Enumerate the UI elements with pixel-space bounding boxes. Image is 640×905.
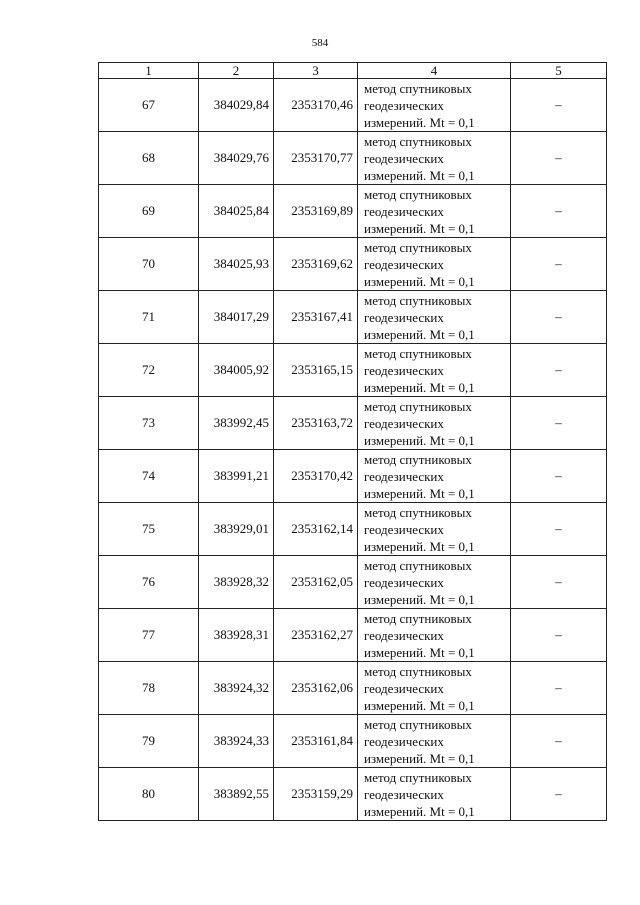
- method-line: измерений. Mt = 0,1: [364, 803, 475, 819]
- table-row: [99, 397, 607, 450]
- table-row: [99, 132, 607, 185]
- method-line: измерений. Mt = 0,1: [364, 485, 475, 501]
- method-line: метод спутниковых: [364, 557, 472, 573]
- coordinate-x: 384025,84: [199, 185, 274, 238]
- point-number: 75: [99, 503, 199, 556]
- method-line: метод спутниковых: [364, 663, 472, 679]
- table-row: [99, 609, 607, 662]
- coordinate-x: 383924,33: [199, 715, 274, 768]
- method-line: геодезических: [364, 521, 444, 537]
- point-number: 69: [99, 185, 199, 238]
- method-line: метод спутниковых: [364, 451, 472, 467]
- point-number: 72: [99, 344, 199, 397]
- coordinate-y: 2353162,05: [274, 556, 358, 609]
- method-line: измерений. Mt = 0,1: [364, 220, 475, 236]
- point-number: 79: [99, 715, 199, 768]
- method-line: геодезических: [364, 574, 444, 590]
- method-line: измерений. Mt = 0,1: [364, 591, 475, 607]
- method-line: измерений. Mt = 0,1: [364, 273, 475, 289]
- coordinate-y: 2353170,46: [274, 79, 358, 132]
- coordinate-y: 2353162,14: [274, 503, 358, 556]
- point-number: 70: [99, 238, 199, 291]
- method-line: геодезических: [364, 733, 444, 749]
- coordinate-y: 2353162,06: [274, 662, 358, 715]
- coordinate-x: 384005,92: [199, 344, 274, 397]
- method-line: геодезических: [364, 468, 444, 484]
- coordinate-x: 383892,55: [199, 768, 274, 821]
- table-row: [99, 344, 607, 397]
- coordinate-x: 383992,45: [199, 397, 274, 450]
- method-line: измерений. Mt = 0,1: [364, 644, 475, 660]
- method-line: измерений. Mt = 0,1: [364, 326, 475, 342]
- method-description: [358, 397, 511, 450]
- method-line: метод спутниковых: [364, 769, 472, 785]
- table-row: [99, 450, 607, 503]
- method-description: [358, 450, 511, 503]
- coordinate-y: 2353169,62: [274, 238, 358, 291]
- method-description: [358, 132, 511, 185]
- coordinate-x: 383928,31: [199, 609, 274, 662]
- method-line: метод спутниковых: [364, 345, 472, 361]
- coordinate-y: 2353162,27: [274, 609, 358, 662]
- coordinate-y: 2353163,72: [274, 397, 358, 450]
- accuracy-dash: –: [511, 185, 607, 238]
- method-description: [358, 79, 511, 132]
- column-header-4: 4: [358, 63, 511, 79]
- coordinates-table: [98, 62, 607, 821]
- method-line: метод спутниковых: [364, 398, 472, 414]
- coordinate-y: 2353167,41: [274, 291, 358, 344]
- accuracy-dash: –: [511, 503, 607, 556]
- method-line: метод спутниковых: [364, 186, 472, 202]
- point-number: 78: [99, 662, 199, 715]
- method-line: метод спутниковых: [364, 716, 472, 732]
- method-line: геодезических: [364, 203, 444, 219]
- method-description: [358, 609, 511, 662]
- accuracy-dash: –: [511, 450, 607, 503]
- method-line: измерений. Mt = 0,1: [364, 379, 475, 395]
- point-number: 74: [99, 450, 199, 503]
- method-line: геодезических: [364, 786, 444, 802]
- coordinate-x: 383991,21: [199, 450, 274, 503]
- method-line: геодезических: [364, 150, 444, 166]
- point-number: 68: [99, 132, 199, 185]
- table-header-row: [99, 63, 607, 79]
- method-line: измерений. Mt = 0,1: [364, 750, 475, 766]
- table-row: [99, 503, 607, 556]
- table-row: [99, 556, 607, 609]
- accuracy-dash: –: [511, 609, 607, 662]
- table-row: [99, 291, 607, 344]
- table-row: [99, 79, 607, 132]
- accuracy-dash: –: [511, 715, 607, 768]
- method-line: метод спутниковых: [364, 239, 472, 255]
- accuracy-dash: –: [511, 397, 607, 450]
- coordinate-y: 2353170,77: [274, 132, 358, 185]
- method-description: [358, 185, 511, 238]
- point-number: 73: [99, 397, 199, 450]
- table-row: [99, 238, 607, 291]
- table-row: [99, 662, 607, 715]
- coordinate-x: 384025,93: [199, 238, 274, 291]
- method-line: геодезических: [364, 362, 444, 378]
- column-header-3: 3: [274, 63, 358, 79]
- method-description: [358, 238, 511, 291]
- coordinate-x: 384029,76: [199, 132, 274, 185]
- method-line: метод спутниковых: [364, 80, 472, 96]
- coordinate-y: 2353165,15: [274, 344, 358, 397]
- point-number: 77: [99, 609, 199, 662]
- method-description: [358, 768, 511, 821]
- method-description: [358, 344, 511, 397]
- method-line: геодезических: [364, 97, 444, 113]
- method-line: геодезических: [364, 627, 444, 643]
- table-row: [99, 185, 607, 238]
- point-number: 67: [99, 79, 199, 132]
- accuracy-dash: –: [511, 662, 607, 715]
- coordinate-x: 383924,32: [199, 662, 274, 715]
- method-line: измерений. Mt = 0,1: [364, 432, 475, 448]
- method-line: измерений. Mt = 0,1: [364, 114, 475, 130]
- accuracy-dash: –: [511, 238, 607, 291]
- method-line: измерений. Mt = 0,1: [364, 697, 475, 713]
- method-line: метод спутниковых: [364, 133, 472, 149]
- column-header-5: 5: [511, 63, 607, 79]
- point-number: 76: [99, 556, 199, 609]
- method-description: [358, 291, 511, 344]
- column-header-2: 2: [199, 63, 274, 79]
- point-number: 71: [99, 291, 199, 344]
- column-header-1: 1: [99, 63, 199, 79]
- table-row: [99, 768, 607, 821]
- coordinate-y: 2353159,29: [274, 768, 358, 821]
- method-line: метод спутниковых: [364, 610, 472, 626]
- accuracy-dash: –: [511, 556, 607, 609]
- method-description: [358, 556, 511, 609]
- method-line: геодезических: [364, 256, 444, 272]
- coordinate-y: 2353169,89: [274, 185, 358, 238]
- page-number: 584: [311, 37, 329, 49]
- accuracy-dash: –: [511, 768, 607, 821]
- table-body: [99, 79, 607, 821]
- method-line: геодезических: [364, 309, 444, 325]
- coordinate-y: 2353170,42: [274, 450, 358, 503]
- coordinate-x: 384029,84: [199, 79, 274, 132]
- coordinate-x: 384017,29: [199, 291, 274, 344]
- method-line: геодезических: [364, 680, 444, 696]
- method-line: геодезических: [364, 415, 444, 431]
- coordinate-x: 383929,01: [199, 503, 274, 556]
- coordinate-x: 383928,32: [199, 556, 274, 609]
- table-row: [99, 715, 607, 768]
- method-line: измерений. Mt = 0,1: [364, 167, 475, 183]
- accuracy-dash: –: [511, 344, 607, 397]
- method-description: [358, 715, 511, 768]
- method-line: измерений. Mt = 0,1: [364, 538, 475, 554]
- coordinate-y: 2353161,84: [274, 715, 358, 768]
- accuracy-dash: –: [511, 132, 607, 185]
- accuracy-dash: –: [511, 291, 607, 344]
- method-line: метод спутниковых: [364, 292, 472, 308]
- method-line: метод спутниковых: [364, 504, 472, 520]
- accuracy-dash: –: [511, 79, 607, 132]
- point-number: 80: [99, 768, 199, 821]
- method-description: [358, 503, 511, 556]
- method-description: [358, 662, 511, 715]
